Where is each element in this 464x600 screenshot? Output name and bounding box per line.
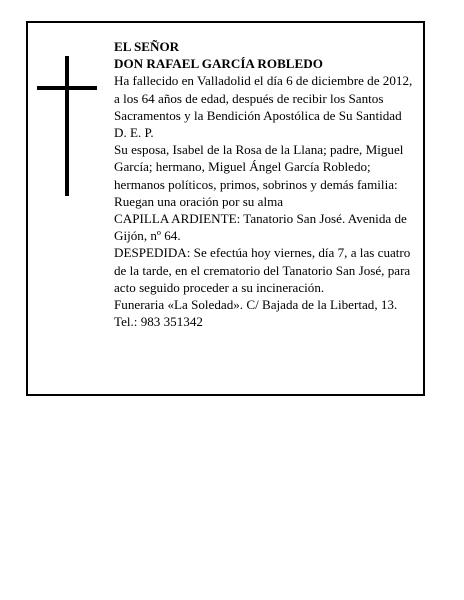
cross-vertical-bar bbox=[65, 56, 69, 196]
deceased-name: DON RAFAEL GARCÍA ROBLEDO bbox=[114, 56, 323, 72]
family-members: Su esposa, Isabel de la Rosa de la Llana; padre, Miguel García; hermano, Miguel Ángel García Robledo; hermanos políticos, primos, sobrinos y demás familia: bbox=[114, 142, 404, 192]
chapel-info: CAPILLA ARDIENTE: Tanatorio San José. Avenida de Gijón, nº 64. bbox=[114, 211, 407, 244]
farewell-info: DESPEDIDA: Se efectúa hoy viernes, día 7, a las cuatro de la tarde, en el crematorio del Tanatorio San José, para acto seguido proceder a su incineración. bbox=[114, 245, 411, 295]
cross-horizontal-bar bbox=[37, 86, 97, 90]
obituary-text bbox=[114, 38, 416, 330]
phone-number: Tel.: 983 351342 bbox=[114, 314, 203, 330]
prayer-request: Ruegan una oración por su alma bbox=[114, 193, 284, 209]
dep-abbreviation: D. E. P. bbox=[114, 125, 154, 141]
heading-line-1: EL SEÑOR bbox=[114, 39, 180, 54]
cross-icon bbox=[37, 56, 97, 196]
funeral-home: Funeraria «La Soledad». C/ Bajada de la Libertad, 13. bbox=[114, 297, 398, 313]
death-info: Ha fallecido en Valladolid el día 6 de diciembre de 2012, a los 64 años de edad, después de recibir los Santos Sacramentos y la Bendición Apostólica de Su Santidad bbox=[114, 73, 413, 123]
